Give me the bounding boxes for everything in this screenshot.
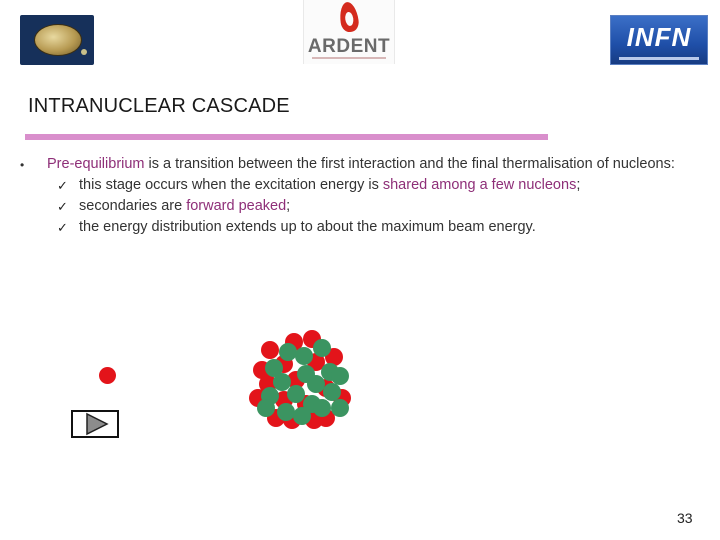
neutron <box>287 385 305 403</box>
highlight-term: Pre-equilibrium <box>47 156 145 172</box>
play-icon <box>73 412 117 436</box>
neutron <box>293 407 311 425</box>
paragraph-text: is a transition between the first interaction and the final thermalisation of nucleons: <box>144 156 675 172</box>
neutron <box>331 399 349 417</box>
check-item-text: this stage occurs when the excitation energy is <box>79 177 383 193</box>
page-number: 33 <box>677 510 693 526</box>
bullet-marker: • <box>20 158 25 172</box>
check-item <box>47 217 677 238</box>
bullet-paragraph <box>47 154 677 238</box>
check-item-text: secondaries are <box>79 198 187 214</box>
slide-title: INTRANUCLEAR CASCADE <box>28 95 290 117</box>
neutron <box>313 399 331 417</box>
emblem-dot <box>81 49 87 55</box>
play-button[interactable] <box>71 410 119 438</box>
neutron <box>307 375 325 393</box>
infn-logo <box>610 15 708 65</box>
infn-logo-text: INFN <box>626 22 692 52</box>
ardent-logo-tagline <box>312 57 386 59</box>
check-item-highlight: forward peaked <box>186 198 287 214</box>
title-underline <box>25 134 548 140</box>
neutron <box>257 399 275 417</box>
check-item <box>47 196 677 217</box>
check-list <box>47 175 677 238</box>
flame-icon <box>338 1 360 33</box>
neutron <box>273 373 291 391</box>
emblem-logo <box>20 15 94 65</box>
neutron <box>279 343 297 361</box>
infn-logo-subline <box>619 57 699 60</box>
neutron <box>323 383 341 401</box>
check-item-highlight: shared among a few nucleons <box>382 177 577 193</box>
check-item <box>47 175 677 196</box>
ardent-logo <box>303 0 395 64</box>
neutron <box>331 367 349 385</box>
check-icon: ✓ <box>57 220 68 235</box>
check-icon: ✓ <box>57 199 68 214</box>
neutron <box>313 339 331 357</box>
check-item-end: ; <box>286 198 291 214</box>
check-item-text: the energy distribution extends up to about the maximum beam energy. <box>79 219 536 235</box>
neutron <box>277 403 295 421</box>
coin-emblem <box>34 24 82 56</box>
check-icon: ✓ <box>57 178 68 193</box>
neutron <box>295 347 313 365</box>
ardent-logo-text: ARDENT <box>307 36 391 57</box>
check-item-end: ; <box>576 177 581 193</box>
target-nucleus <box>248 328 354 432</box>
proton <box>261 341 279 359</box>
projectile-nucleon <box>99 367 116 384</box>
